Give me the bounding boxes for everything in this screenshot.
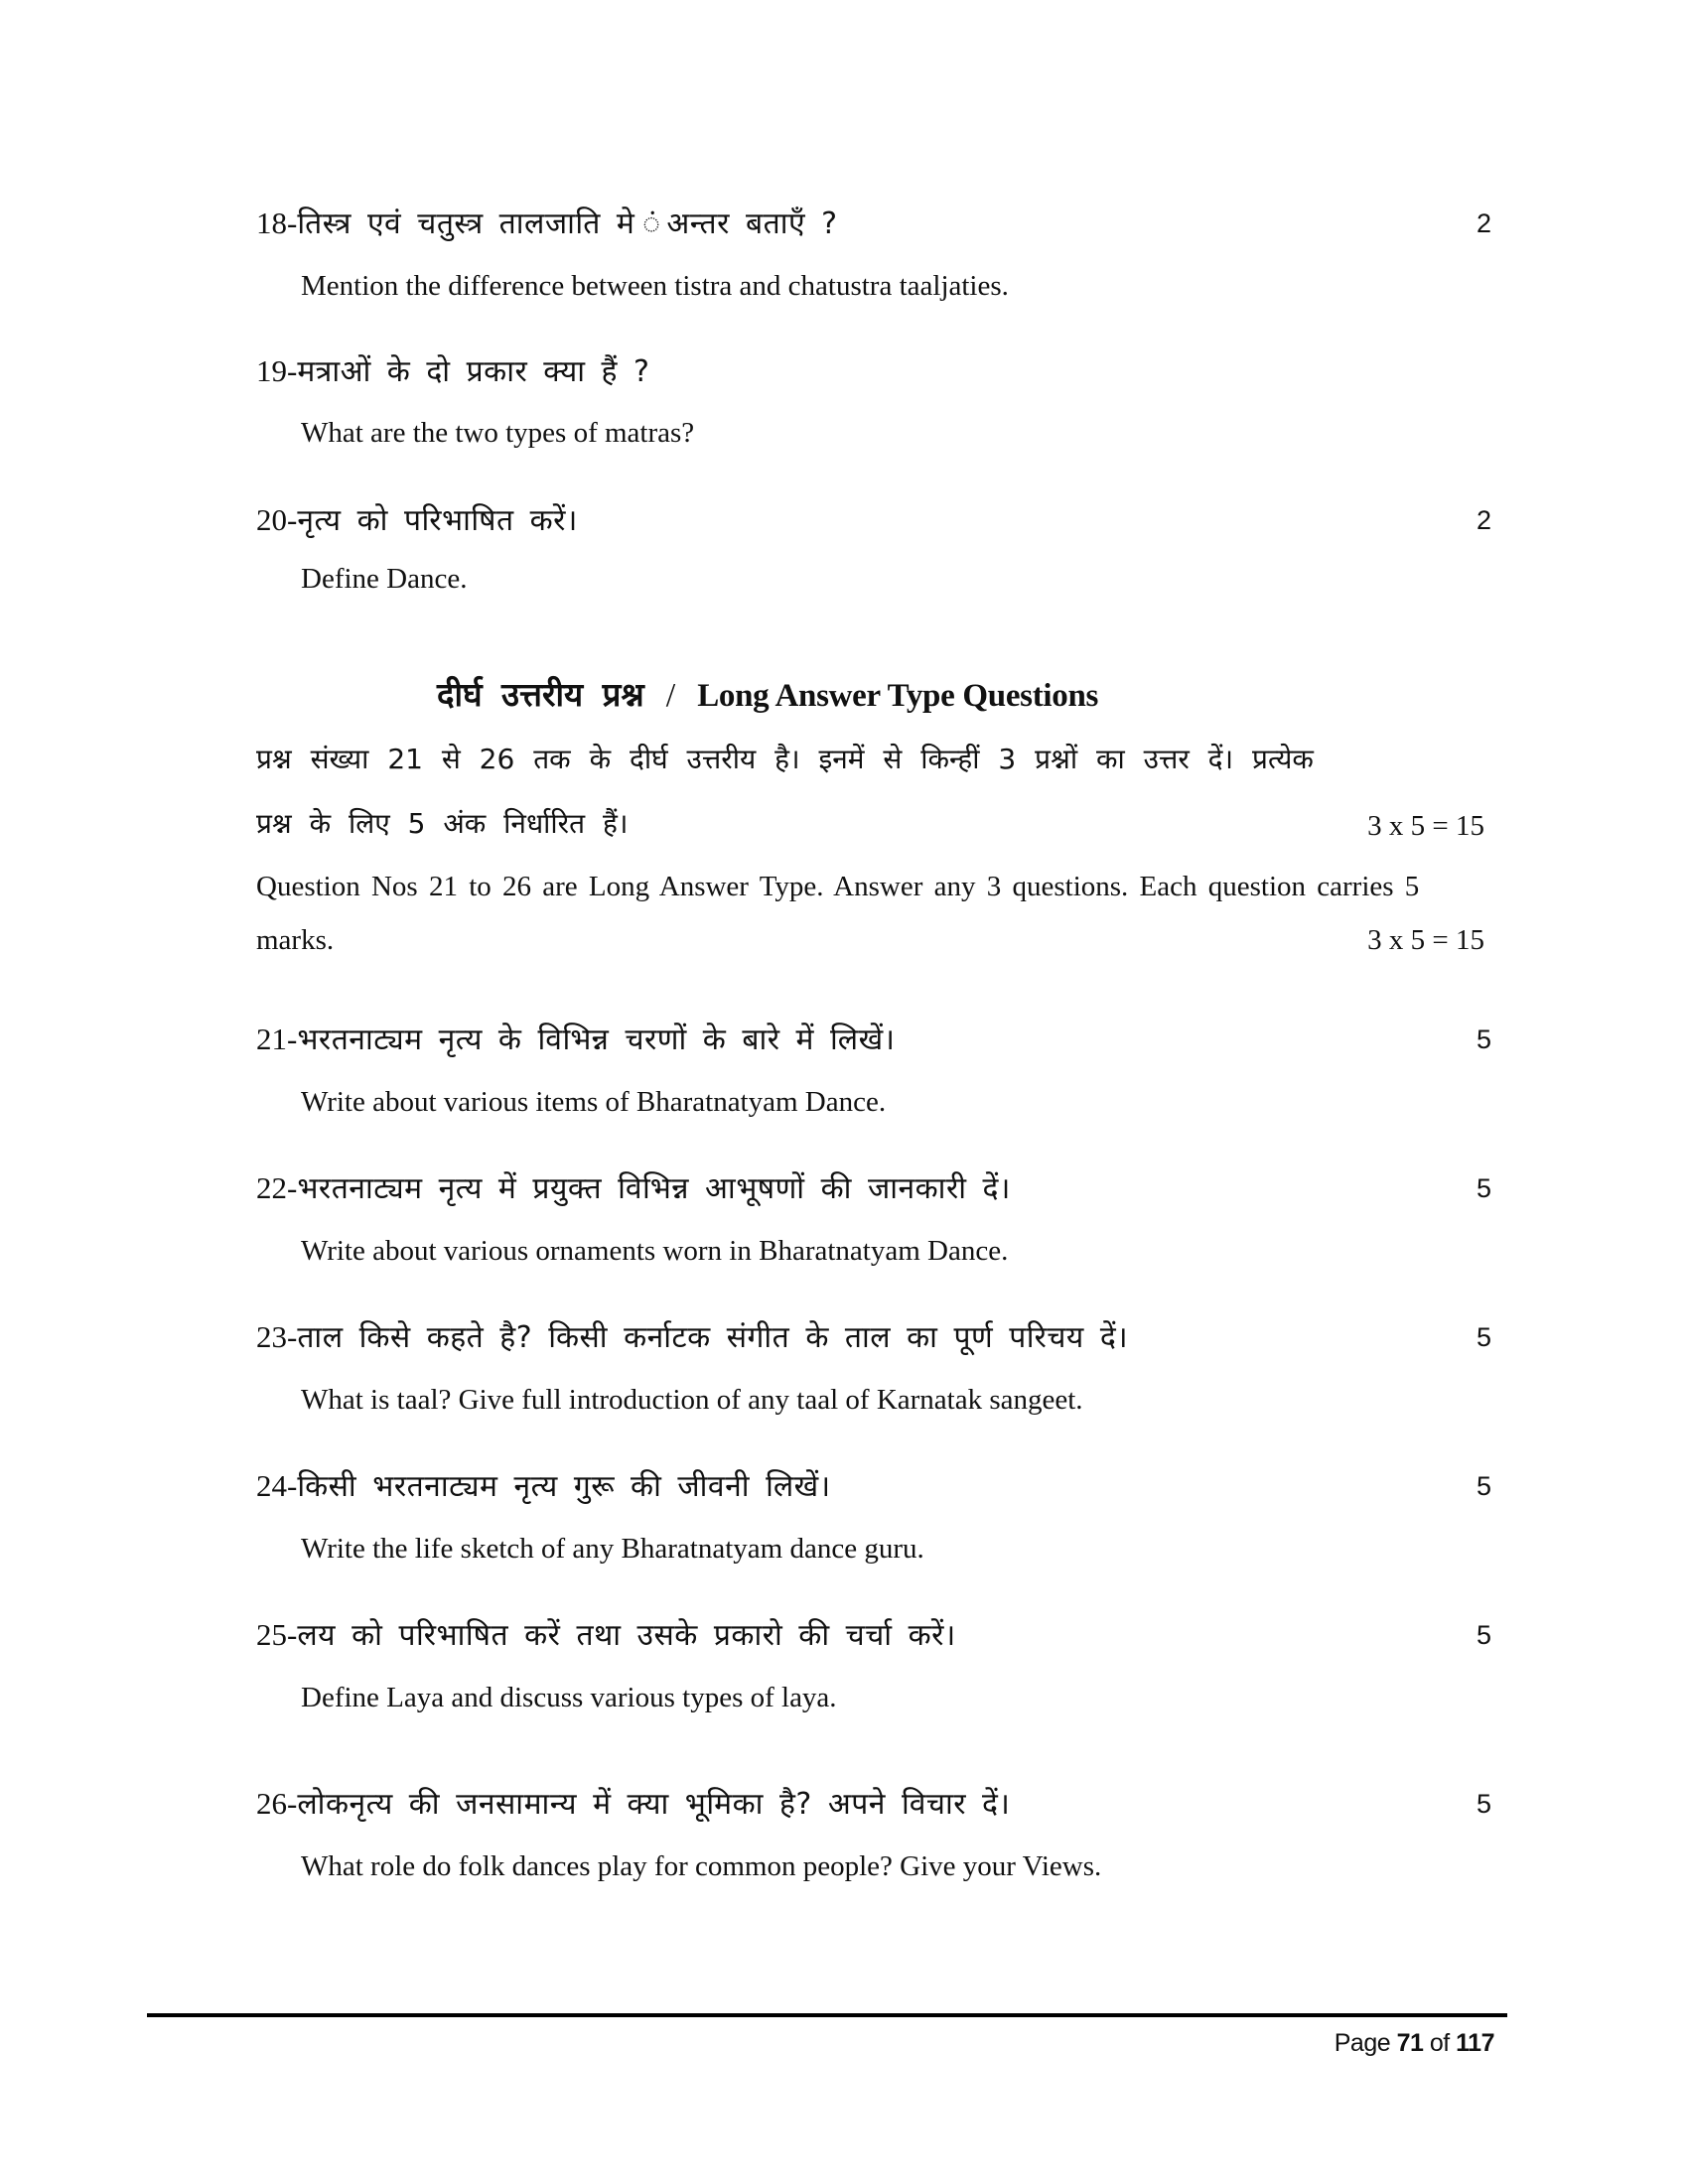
- instructions-hindi-total: 3 x 5 = 15: [1367, 810, 1484, 842]
- question-text-hindi: लय को परिभाषित करें तथा उसके प्रकारो की चर्चा करें।: [297, 1618, 956, 1653]
- question-number: 22-: [256, 1170, 298, 1205]
- instructions-english-line-2: marks.: [256, 924, 335, 956]
- question-24-hindi: [256, 1464, 831, 1508]
- question-18-english: Mention the difference between tistra and chatustra taaljaties.: [301, 270, 1009, 302]
- question-number: 20-: [256, 502, 298, 537]
- question-24-marks: 5: [1476, 1471, 1491, 1501]
- question-text-hindi: नृत्य को परिभाषित करें।: [297, 503, 578, 538]
- question-number: 26-: [256, 1786, 298, 1821]
- question-text-hindi: भरतनाट्यम नृत्य के विभिन्न चरणों के बारे में लिखें।: [297, 1023, 896, 1057]
- question-text-hindi: मत्राओं के दो प्रकार क्या हैं ?: [297, 354, 650, 389]
- page-number: [1335, 2025, 1494, 2061]
- footer-rule: [147, 2013, 1507, 2017]
- section-heading: [437, 667, 1301, 723]
- question-23-marks: 5: [1476, 1322, 1491, 1352]
- question-number: 23-: [256, 1319, 298, 1354]
- question-19-english: What are the two types of matras?: [301, 417, 695, 449]
- question-22-marks: 5: [1476, 1173, 1491, 1203]
- question-23-hindi: [256, 1315, 1128, 1359]
- question-text-hindi: तिस्त्र एवं चतुस्त्र तालजाति मे ंअन्तर बताएँ ?: [297, 206, 838, 241]
- question-22-hindi: [256, 1166, 1011, 1210]
- question-19-hindi: [256, 349, 649, 393]
- instructions-english-line-1: Question Nos 21 to 26 are Long Answer Type. Answer any 3 questions. Each question carries 5: [256, 871, 1420, 902]
- question-20-marks: 2: [1476, 505, 1491, 535]
- question-21-hindi: [256, 1018, 896, 1061]
- page-current: 71: [1396, 2029, 1424, 2057]
- instructions-hindi-line-1: प्रश्न संख्या 21 से 26 तक के दीर्घ उत्तरीय है। इनमें से किन्हीं 3 प्रश्नों का उत्तर दें। प्रत्येक: [256, 743, 1314, 775]
- question-21-english: Write about various items of Bharatnatyam Dance.: [301, 1086, 887, 1118]
- instructions-hindi-line-2: प्रश्न के लिए 5 अंक निर्धारित हैं।: [256, 807, 629, 840]
- question-number: 21-: [256, 1022, 298, 1056]
- question-25-hindi: [256, 1613, 956, 1657]
- question-26-hindi: [256, 1782, 1010, 1826]
- question-number: 18-: [256, 205, 298, 240]
- question-text-hindi: ताल किसे कहते है? किसी कर्नाटक संगीत के ताल का पूर्ण परिचय दें।: [297, 1320, 1129, 1355]
- question-21-marks: 5: [1476, 1024, 1491, 1054]
- question-20-english: Define Dance.: [301, 563, 468, 595]
- question-text-hindi: भरतनाट्यम नृत्य में प्रयुक्त विभिन्न आभूषणों की जानकारी दें।: [297, 1171, 1011, 1206]
- question-text-hindi: लोकनृत्य की जनसामान्य में क्या भूमिका है? अपने विचार दें।: [297, 1787, 1011, 1822]
- section-heading-english: Long Answer Type Questions: [697, 678, 1099, 714]
- question-25-english: Define Laya and discuss various types of laya.: [301, 1682, 837, 1713]
- instructions-english-total: 3 x 5 = 15: [1367, 924, 1484, 956]
- question-number: 25-: [256, 1617, 298, 1652]
- page-total: 117: [1456, 2029, 1494, 2057]
- question-22-english: Write about various ornaments worn in Bharatnatyam Dance.: [301, 1235, 1009, 1267]
- question-26-english: What role do folk dances play for common people? Give your Views.: [301, 1850, 1102, 1882]
- question-25-marks: 5: [1476, 1620, 1491, 1650]
- question-23-english: What is taal? Give full introduction of any taal of Karnatak sangeet.: [301, 1384, 1083, 1416]
- page-prefix: Page: [1334, 2029, 1391, 2057]
- question-18-marks: 2: [1476, 208, 1491, 238]
- page-of: of: [1429, 2029, 1450, 2057]
- section-heading-hindi: दीर्घ उत्तरीय प्रश्न: [437, 675, 644, 714]
- question-number: 24-: [256, 1468, 298, 1503]
- question-number: 19-: [256, 353, 298, 388]
- question-26-marks: 5: [1476, 1789, 1491, 1819]
- question-18-hindi: [256, 202, 838, 245]
- question-20-hindi: [256, 498, 578, 542]
- question-text-hindi: किसी भरतनाट्यम नृत्य गुरू की जीवनी लिखें।: [297, 1469, 831, 1504]
- question-24-english: Write the life sketch of any Bharatnatyam dance guru.: [301, 1533, 924, 1565]
- section-heading-separator: /: [665, 677, 676, 714]
